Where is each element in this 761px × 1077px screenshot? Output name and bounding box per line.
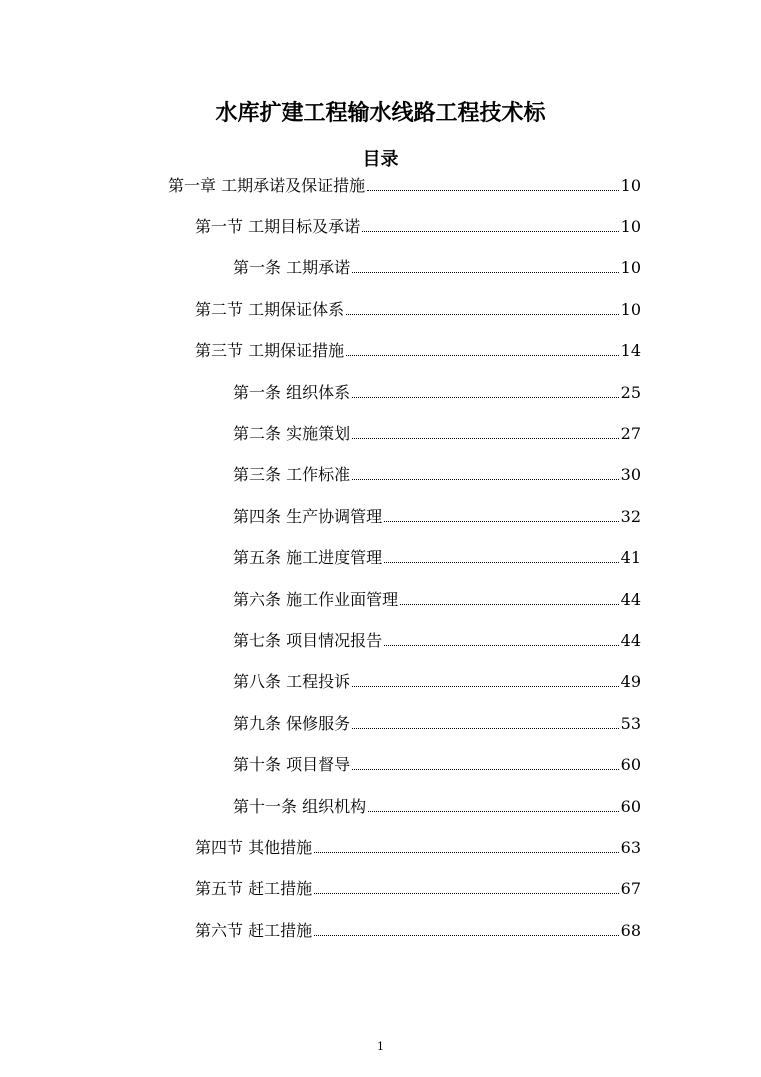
toc-entry[interactable]: [233, 544, 641, 568]
toc-leader: [346, 314, 619, 315]
document-title: 水库扩建工程输水线路工程技术标: [215, 101, 546, 126]
toc-entry-label: 第一节 工期目标及承诺: [195, 217, 361, 236]
toc-entry-page: 25: [620, 383, 641, 402]
toc-leader: [346, 355, 619, 356]
toc-entry-page: 14: [620, 341, 641, 360]
toc-entry[interactable]: [195, 337, 641, 361]
toc-entry-page: 10: [620, 300, 641, 319]
toc-entry[interactable]: [233, 710, 641, 734]
toc-entry-page: 49: [620, 672, 641, 691]
toc-entry-page: 63: [620, 838, 641, 857]
toc-leader: [352, 479, 619, 480]
toc-entry-label: 第四条 生产协调管理: [233, 507, 383, 526]
toc-leader: [352, 438, 619, 439]
toc-entry[interactable]: [233, 254, 641, 278]
toc-entry-label: 第八条 工程投诉: [233, 672, 351, 691]
toc-entry-label: 第五条 施工进度管理: [233, 548, 383, 567]
toc-entry[interactable]: [233, 461, 641, 485]
toc-entry-page: 44: [620, 590, 641, 609]
toc-entry-page: 41: [620, 548, 641, 567]
toc-leader: [352, 728, 619, 729]
toc-entry[interactable]: [195, 875, 641, 899]
toc-entry[interactable]: [233, 793, 641, 817]
toc-entry-label: 第六节 赶工措施: [195, 921, 313, 940]
toc-entry-page: 10: [620, 217, 641, 236]
toc-entry[interactable]: [168, 172, 641, 196]
toc-entry-label: 第七条 项目情况报告: [233, 631, 383, 650]
toc-entry[interactable]: [195, 213, 641, 237]
toc-entry[interactable]: [233, 420, 641, 444]
toc-leader: [352, 769, 619, 770]
toc-leader: [314, 893, 619, 894]
toc-leader: [352, 686, 619, 687]
toc-entry-label: 第一章 工期承诺及保证措施: [168, 176, 366, 195]
toc-leader: [352, 272, 619, 273]
toc-entry-label: 第二条 实施策划: [233, 424, 351, 443]
toc-entry[interactable]: [233, 503, 641, 527]
toc-entry-label: 第三节 工期保证措施: [195, 341, 345, 360]
toc-entry-page: 10: [620, 258, 641, 277]
toc-leader: [314, 852, 619, 853]
toc-entry[interactable]: [195, 296, 641, 320]
toc-leader: [367, 190, 619, 191]
toc-entry-label: 第一条 组织体系: [233, 383, 351, 402]
toc-entry[interactable]: [233, 586, 641, 610]
toc-entry-page: 27: [620, 424, 641, 443]
toc-entry[interactable]: [233, 379, 641, 403]
toc-entry-page: 10: [620, 176, 641, 195]
toc-entry[interactable]: [195, 917, 641, 941]
toc-entry-label: 第四节 其他措施: [195, 838, 313, 857]
toc-heading: 目录: [362, 149, 399, 170]
toc-entry-page: 60: [620, 755, 641, 774]
toc-entry-label: 第十条 项目督导: [233, 755, 351, 774]
toc-entry[interactable]: [195, 834, 641, 858]
toc-leader: [400, 604, 619, 605]
toc-entry-page: 32: [620, 507, 641, 526]
toc-leader: [368, 811, 619, 812]
toc-leader: [352, 397, 619, 398]
toc-entry-label: 第五节 赶工措施: [195, 879, 313, 898]
toc-entry[interactable]: [233, 627, 641, 651]
toc-entry-label: 第九条 保修服务: [233, 714, 351, 733]
toc-entry-page: 68: [620, 921, 641, 940]
toc-entry-page: 53: [620, 714, 641, 733]
toc-leader: [384, 562, 619, 563]
toc-entry-label: 第三条 工作标准: [233, 465, 351, 484]
toc-entry[interactable]: [233, 751, 641, 775]
toc-leader: [384, 521, 619, 522]
toc-leader: [362, 231, 619, 232]
page-number: 1: [377, 1040, 384, 1053]
toc-leader: [384, 645, 619, 646]
toc-entry-label: 第六条 施工作业面管理: [233, 590, 399, 609]
toc-entry-label: 第一条 工期承诺: [233, 258, 351, 277]
toc-entry-page: 60: [620, 797, 641, 816]
toc-entry-label: 第二节 工期保证体系: [195, 300, 345, 319]
toc-entry-label: 第十一条 组织机构: [233, 797, 367, 816]
toc-entry-page: 67: [620, 879, 641, 898]
toc-entry-page: 44: [620, 631, 641, 650]
toc-leader: [314, 935, 619, 936]
toc-entry-page: 30: [620, 465, 641, 484]
toc-entry[interactable]: [233, 668, 641, 692]
